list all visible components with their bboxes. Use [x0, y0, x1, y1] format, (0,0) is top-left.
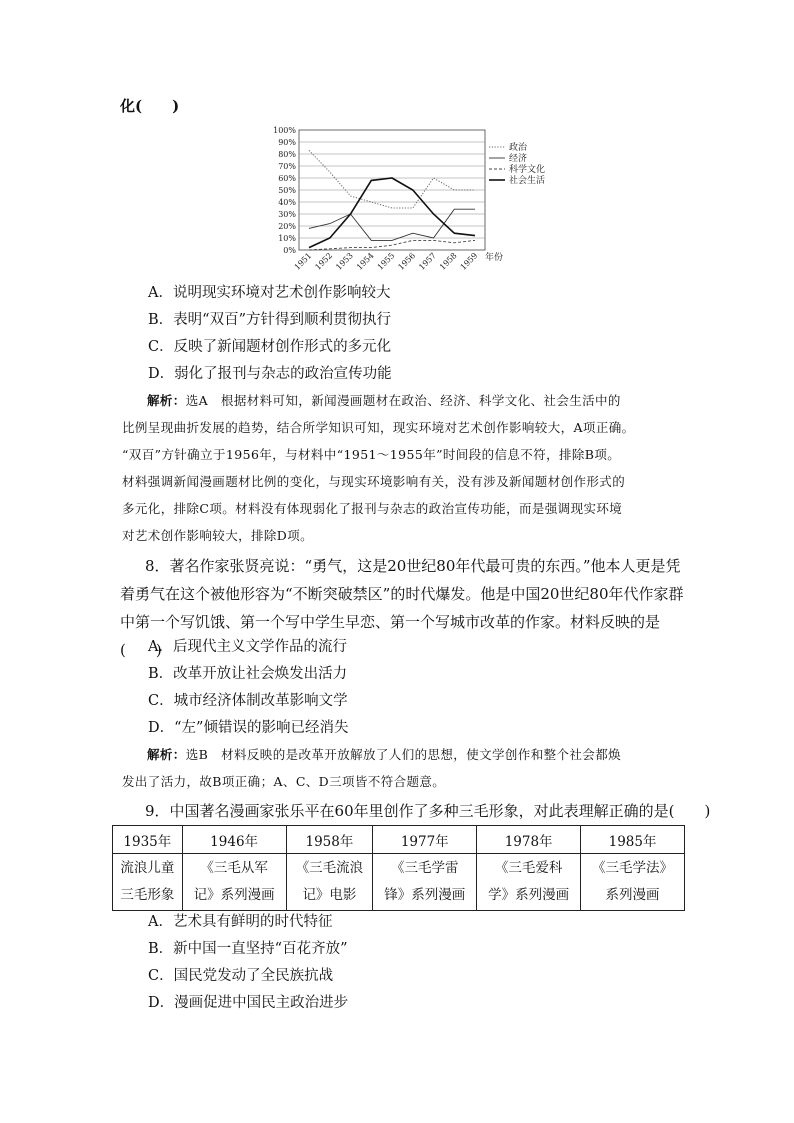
- line-chart: [255, 122, 555, 274]
- table-cell: 《三毛学法》 系列漫画: [581, 854, 685, 911]
- x-tick-label: 1952: [313, 251, 335, 272]
- x-tick-label: 1953: [334, 251, 355, 272]
- explanation-line: 选B 材料反映的是改革开放解放了人们的思想，使文学创作和整个社会都焕: [185, 747, 621, 762]
- table-header-row: [113, 826, 685, 854]
- y-tick-label: 60%: [278, 174, 296, 183]
- q8-stem-line: 中第一个写饥饿、第一个写中学生早恋、第一个写城市改革的作家。材料反映的是( ): [120, 613, 661, 659]
- table-cell: 1935年: [113, 826, 183, 854]
- table-cell: 流浪儿童 三毛形象: [113, 854, 183, 911]
- y-tick-label: 50%: [278, 186, 296, 195]
- explanation-line: 发出了活力，故B项正确；A、C、D三项皆不符合题意。: [122, 774, 446, 789]
- x-tick-label: 1956: [396, 251, 418, 272]
- q8-stem-line: 8．著名作家张贤亮说：“勇气，这是20世纪80年代最可贵的东西。”他本人更是凭: [145, 557, 681, 575]
- q9-options: [148, 909, 348, 1017]
- y-tick-label: 10%: [278, 234, 296, 243]
- q7-option-b[interactable]: B．表明“双百”方针得到顺利贯彻执行: [148, 312, 391, 328]
- x-tick-label: 1954: [354, 251, 376, 272]
- q7-option-c[interactable]: C．反映了新闻题材创作形式的多元化: [148, 339, 392, 355]
- q9-option-c[interactable]: C．国民党发动了全民族抗战: [148, 968, 334, 984]
- y-tick-label: 100%: [273, 126, 296, 135]
- explanation-lead: 解析：: [147, 747, 186, 762]
- table-row: [113, 854, 685, 911]
- y-tick-label: 30%: [278, 210, 296, 219]
- legend-label: 政治: [509, 143, 528, 153]
- explanation-line: “双百”方针确立于1956年，与材料中“1951～1955年”时间段的信息不符，排除B项。: [122, 447, 621, 462]
- table-cell: 1985年: [581, 826, 685, 854]
- table-cell: 《三毛学雷 锋》系列漫画: [373, 854, 477, 911]
- table-cell: 1978年: [477, 826, 581, 854]
- question-tail: 化( ): [120, 97, 180, 115]
- table-cell: 《三毛爱科 学》系列漫画: [477, 854, 581, 911]
- legend-label: 科学文化: [509, 165, 546, 175]
- q8-option-a[interactable]: A．后现代主义文学作品的流行: [148, 639, 347, 655]
- x-tick-label: 1958: [437, 251, 459, 272]
- x-tick-label: 1951: [292, 251, 314, 272]
- x-tick-label: 1959: [458, 251, 480, 272]
- x-tick-label: 1955: [375, 251, 397, 272]
- x-tick-label: 1957: [417, 251, 438, 272]
- legend-label: 经济: [509, 154, 528, 164]
- table-cell: 《三毛流浪 记》电影: [286, 854, 373, 911]
- q9-stem: 9．中国著名漫画家张乐平在60年里创作了多种三毛形象，对此表理解正确的是( ): [145, 802, 711, 820]
- table-cell: 1977年: [373, 826, 477, 854]
- q9-option-d[interactable]: D．漫画促进中国民主政治进步: [148, 995, 349, 1011]
- q8-options: [148, 634, 348, 742]
- y-tick-label: 90%: [278, 138, 296, 147]
- y-tick-label: 20%: [278, 222, 296, 231]
- q8-option-d[interactable]: D．“左”倾错误的影响已经消失: [148, 720, 349, 736]
- y-tick-label: 70%: [278, 162, 296, 171]
- q9-table: [112, 825, 685, 911]
- q7-option-d[interactable]: D．弱化了报刊与杂志的政治宣传功能: [148, 366, 392, 382]
- y-tick-label: 0%: [283, 246, 296, 255]
- q7-explanation: [122, 387, 682, 549]
- q8-stem-line: 着勇气在这个被他形容为“不断突破禁区”的时代爆发。他是中国20世纪80年代作家群: [120, 585, 684, 603]
- x-axis-unit: 年份: [485, 253, 504, 263]
- table-cell: 《三毛从军 记》系列漫画: [182, 854, 286, 911]
- explanation-line: 比例呈现曲折发展的趋势，结合所学知识可知，现实环境对艺术创作影响较大，A项正确。: [122, 420, 635, 435]
- q7-option-a[interactable]: A．说明现实环境对艺术创作影响较大: [148, 285, 391, 301]
- q7-options: [148, 280, 392, 388]
- table-cell: 1946年: [182, 826, 286, 854]
- table-cell: 1958年: [286, 826, 373, 854]
- explanation-line: 选A 根据材料可知，新闻漫画题材在政治、经济、科学文化、社会生活中的: [185, 393, 621, 408]
- series-line-1: [309, 150, 475, 208]
- explanation-lead: 解析：: [147, 393, 186, 408]
- explanation-line: 对艺术创作影响较大，排除D项。: [122, 528, 314, 543]
- q8-explanation: [122, 741, 682, 795]
- q8-option-c[interactable]: C．城市经济体制改革影响文学: [148, 693, 348, 709]
- q9-option-a[interactable]: A．艺术具有鲜明的时代特征: [148, 914, 333, 930]
- y-tick-label: 40%: [278, 198, 296, 207]
- explanation-line: 材料强调新闻漫画题材比例的变化，与现实环境影响有关，没有涉及新闻题材创作形式的: [122, 474, 626, 489]
- series-line-3: [309, 240, 475, 250]
- legend-label: 社会生活: [509, 176, 546, 186]
- y-tick-label: 80%: [278, 150, 296, 159]
- q9-option-b[interactable]: B．新中国一直坚持“百花齐放”: [148, 941, 348, 957]
- q8-option-b[interactable]: B．改革开放让社会焕发出活力: [148, 666, 348, 682]
- series-line-4: [309, 178, 475, 248]
- explanation-line: 多元化，排除C项。材料没有体现弱化了报刊与杂志的政治宣传功能，而是强调现实环境: [122, 501, 623, 516]
